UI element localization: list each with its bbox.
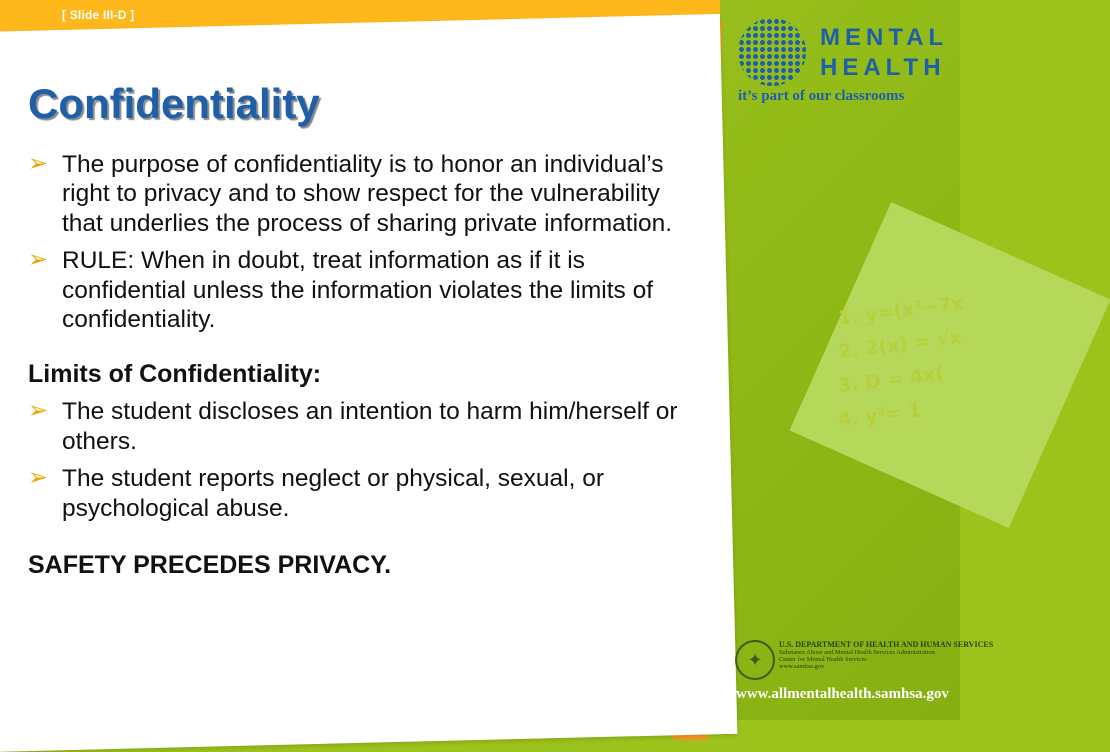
math-line-3: 3. D = 4x( [837,362,946,398]
math-line-1: 1. y=(x²−7x [837,292,965,330]
hhs-block [735,640,994,680]
footer-url: www.allmentalhealth.samhsa.gov [736,686,949,702]
limits-heading: Limits of Confidentiality: [28,360,322,389]
limit-item [28,464,688,523]
limits-list [28,397,688,523]
hhs-eagle-icon: ✦ [735,640,775,680]
limit-text: The student reports neglect or physical, sexual, or psychological abuse. [62,465,605,522]
logo-line-2: HEALTH [820,54,946,81]
slide-title: Confidentiality [28,80,320,127]
limit-text: The student discloses an intention to harm him/herself or others. [62,398,678,455]
mental-health-logo [738,18,948,110]
content-area [28,150,688,580]
arrow-bullet-icon: ➢ [28,397,49,425]
bullet-purpose [28,150,688,238]
bullet-text: The purpose of confidentiality is to honor an individual’s right to privacy and to show respect for the vulnerability that underlies the process of sharing private information. [62,151,673,237]
hhs-department: U.S. DEPARTMENT OF HEALTH AND HUMAN SERVICES [779,640,994,649]
math-notes [837,292,965,480]
hhs-text [779,640,994,670]
math-line-4: 4. y²= 1 [837,399,923,432]
closing-statement: SAFETY PRECEDES PRIVACY. [28,550,392,579]
arrow-bullet-icon: ➢ [28,464,49,492]
bullet-text: RULE: When in doubt, treat information as if it is confidential unless the information violates the limits of confidentiality. [62,247,654,333]
hhs-agency: Substance Abuse and Mental Health Services Administration [779,649,935,656]
math-line-2: 2. 2(x) = √x [837,326,963,364]
bullet-rule [28,246,688,334]
logo-tagline: it’s part of our classrooms [738,88,905,104]
slide-tag: [ Slide III-D ] [62,8,135,22]
limit-item [28,397,688,456]
main-bullets [28,150,688,334]
logo-line-1: MENTAL [820,24,949,51]
hhs-center: Center for Mental Health Services [779,656,867,663]
arrow-bullet-icon: ➢ [28,246,49,274]
hhs-website: www.samhsa.gov [779,663,825,670]
arrow-bullet-icon: ➢ [28,150,49,177]
dot-circle-icon [738,18,806,86]
